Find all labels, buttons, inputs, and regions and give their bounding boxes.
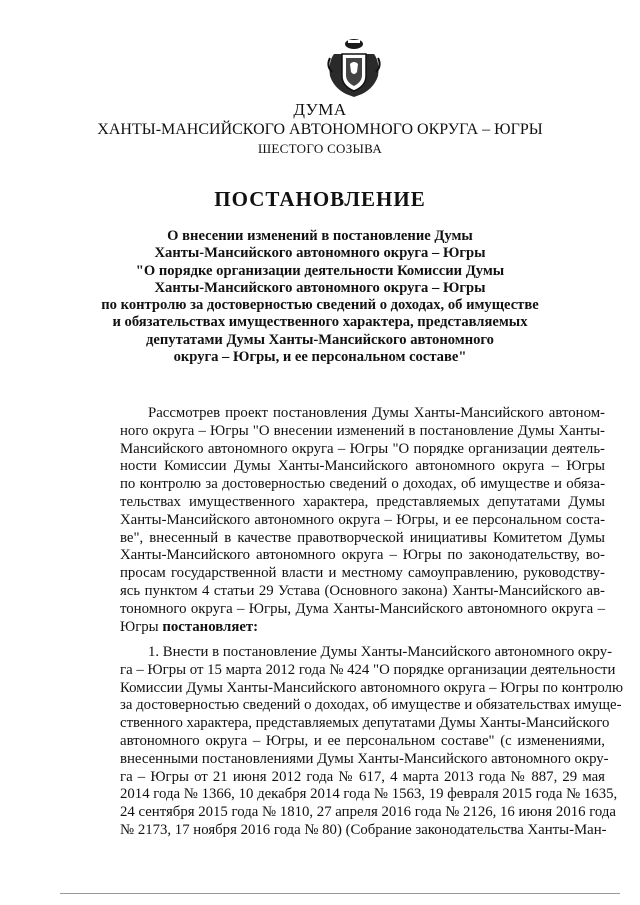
text-line: ве", внесенный в качестве правотворческой инициативы Комитетом Думы bbox=[120, 529, 605, 546]
title-line: и обязательствах имущественного характера, представляемых bbox=[112, 314, 528, 331]
text-line: № 2173, 17 ноября 2016 года № 80) (Собрание законодательства Ханты-Ман- bbox=[120, 821, 607, 838]
title-line: Ханты-Мансийского автономного округа – Югры bbox=[154, 279, 486, 296]
text-line: Ханты-Мансийского автономного округа – Югры по законодательству, во- bbox=[120, 547, 605, 564]
text-line: 1. Внести в постановление Думы Ханты-Мансийского автономного окру- bbox=[148, 644, 613, 660]
document-title bbox=[90, 228, 550, 366]
text-line: ясь пунктом 4 статьи 29 Устава (Основного закона) Ханты-Мансийского ав- bbox=[120, 582, 605, 599]
text-line: Ханты-Мансийского автономного округа – Югры, и ее персональном соста- bbox=[120, 511, 605, 528]
text-line: ственного характера, представляемых депутатами Думы Ханты-Мансийского bbox=[120, 715, 610, 732]
text-line: за достоверностью сведений о доходах, об имуществе и обязательствах имуще- bbox=[120, 697, 622, 714]
title-line: по контролю за достоверностью сведений о доходах, об имуществе bbox=[101, 297, 539, 314]
text-line bbox=[120, 619, 605, 637]
text-line: Комиссии Думы Ханты-Мансийского автономного округа – Югры по контролю bbox=[120, 679, 624, 696]
text-line: ности Комиссии Думы Ханты-Мансийского автономного округа – Югры bbox=[120, 458, 605, 475]
clause-1-paragraph bbox=[120, 644, 624, 840]
title-line: "О порядке организации деятельности Комиссии Думы bbox=[135, 262, 505, 279]
text-line: Мансийского автономного округа – Югры "О порядке организации деятель- bbox=[120, 440, 605, 457]
text-line: 2014 года № 1366, 10 декабря 2014 года № 1563, 19 февраля 2015 года № 1635, bbox=[120, 786, 618, 803]
resolves-prefix: Югры bbox=[120, 618, 163, 635]
text-line: внесенными постановлениями Думы Ханты-Мансийского автономного окру- bbox=[120, 750, 609, 767]
text-line: тономного округа – Югры, Дума Ханты-Мансийского автономного округа – bbox=[120, 600, 605, 617]
text-line: просам государственной власти и местному самоуправлению, руководству- bbox=[120, 565, 605, 582]
parliament-name: ДУМА bbox=[293, 100, 347, 119]
text-line: 24 сентября 2015 года № 1810, 27 апреля 2016 года № 2126, 16 июня 2016 года bbox=[120, 804, 616, 821]
convocation: ШЕСТОГО СОЗЫВА bbox=[257, 141, 383, 156]
scan-edge-line bbox=[60, 893, 620, 894]
text-line: га – Югры от 21 июня 2012 года № 617, 4 марта 2013 года № 887, 29 мая bbox=[120, 768, 605, 785]
text-line: ного округа – Югры "О внесении изменений в постановление Думы Ханты- bbox=[120, 422, 605, 439]
title-line: округа – Югры, и ее персональном составе" bbox=[173, 349, 467, 366]
text-line: тельствах имущественного характера, представляемых депутатами Думы bbox=[120, 493, 605, 510]
title-line: О внесении изменений в постановление Думы bbox=[167, 228, 473, 244]
text-line: га – Югры от 15 марта 2012 года № 424 "О порядке организации деятельности bbox=[120, 661, 616, 678]
document-type-heading: ПОСТАНОВЛЕНИЕ bbox=[214, 187, 426, 211]
resolves-keyword: постановляет: bbox=[162, 618, 259, 635]
text-line: автономного округа – Югры, и ее персональном составе" (с изменениями, bbox=[120, 732, 605, 749]
title-line: депутатами Думы Ханты-Мансийского автономного bbox=[146, 331, 494, 348]
text-line: по контролю за достоверностью сведений о доходах, об имуществе и обяза- bbox=[120, 476, 605, 493]
preamble-paragraph bbox=[120, 405, 605, 636]
region-name: ХАНТЫ-МАНСИЙСКОГО АВТОНОМНОГО ОКРУГА – ЮГРЫ bbox=[97, 121, 543, 138]
coat-of-arms-emblem bbox=[324, 36, 384, 98]
title-line: Ханты-Мансийского автономного округа – Югры bbox=[154, 245, 486, 262]
text-line: Рассмотрев проект постановления Думы Ханты-Мансийского автоном- bbox=[148, 405, 605, 421]
